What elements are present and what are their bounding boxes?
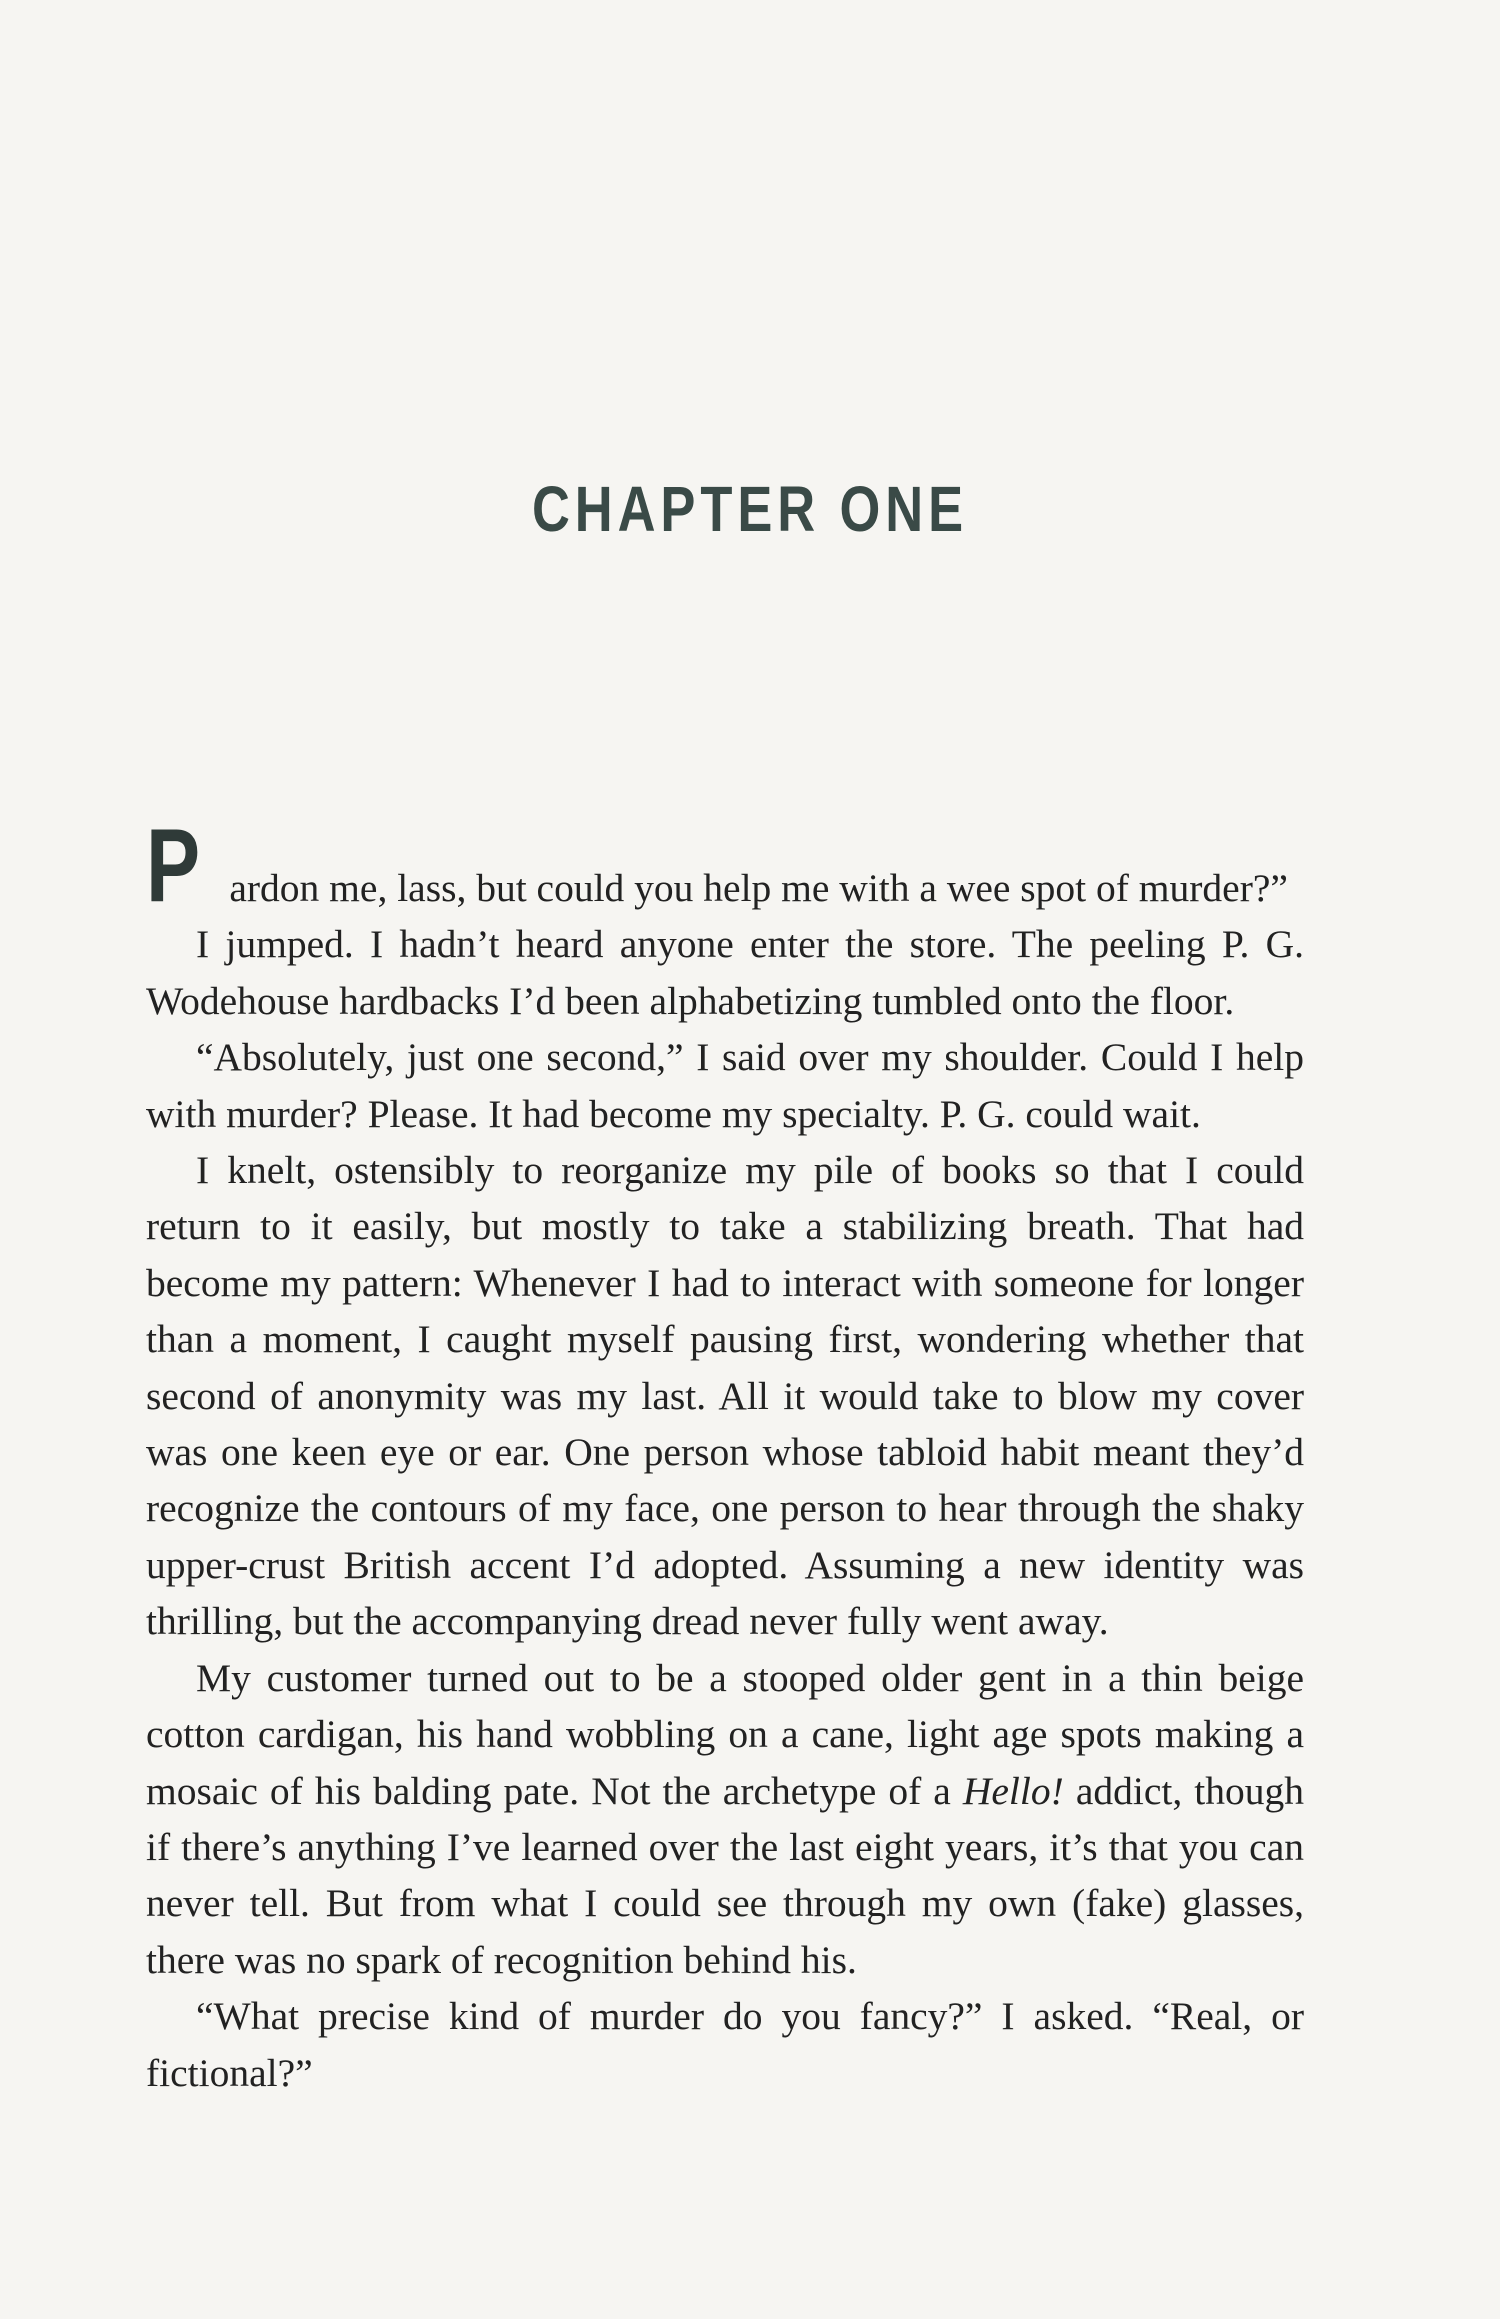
chapter-body [146,808,1304,2101]
paragraph-5-text-after: addict, though if there’s anything I’ve learned over the last eight years, it’s that you can never tell. But from what I could see through my own (fake) glasses, there was no spark of recognition behind his. [146,1768,1304,1982]
paragraph-2: I jumped. I hadn’t heard anyone enter the store. The peeling P. G. Wodehouse hardbacks I’d been alphabetizing tumbled onto the floor. [146,922,1304,1023]
paragraph-4: I knelt, ostensibly to reorganize my pile of books so that I could return to it easily, but mostly to take a stabilizing breath. That had become my pattern: Whenever I had to interact with someone for longer than a moment, I caught myself pausing first, wondering whether that second of anonymity was my last. All it would take to blow my cover was one keen eye or ear. One person whose tabloid habit meant they’d recognize the contours of my face, one person to hear through the shaky upper-crust British accent I’d adopted. Assuming a new identity was thrilling, but the accompanying dread never fully went away. [146,1148,1304,1644]
paragraph-1: Pardon me, lass, but could you help me with a wee spot of murder?” [146,808,1288,924]
paragraph-5-text-before: My customer turned out to be a stooped older gent in a thin beige cotton cardigan, his hand wobbling on a cane, light age spots making a mosaic of his balding pate. Not the archetype of a [146,1655,1304,1813]
paragraph-1-text: ardon me, lass, but could you help me with a wee spot of murder?” [229,866,1288,910]
paragraph-6: “What precise kind of murder do you fancy?” I asked. “Real, or fictional?” [146,1994,1304,2095]
magazine-title: Hello! [962,1768,1064,1813]
chapter-title: CHAPTER ONE [531,473,969,545]
paragraph-3: “Absolutely, just one second,” I said over my shoulder. Could I help with murder? Please. It had become my specialty. P. G. could wait. [146,1035,1304,1136]
paragraph-5 [146,1650,1304,1988]
